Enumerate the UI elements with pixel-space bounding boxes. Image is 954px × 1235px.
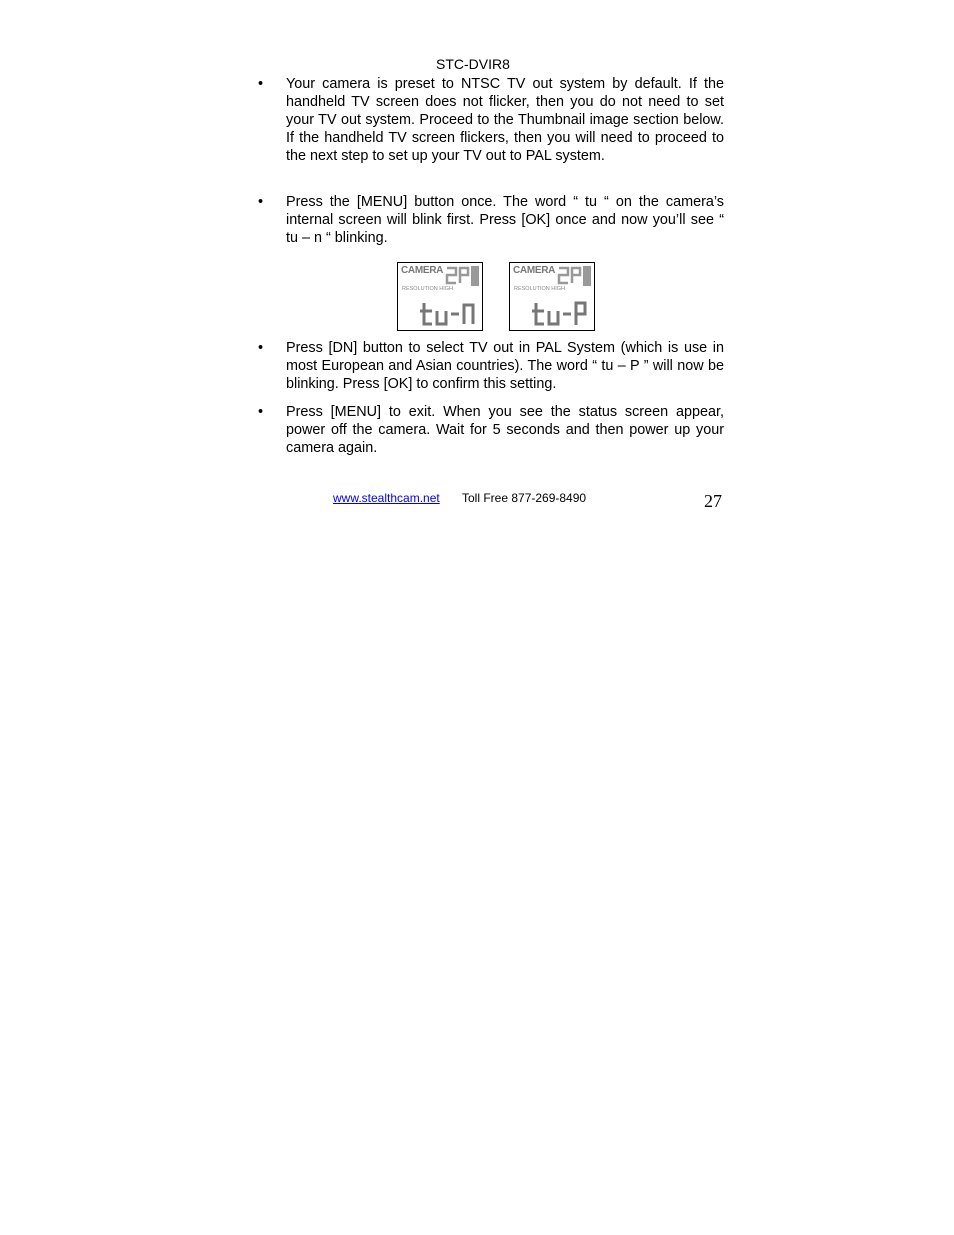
document-header: STC-DVIR8: [436, 56, 510, 72]
bullet-item: [258, 403, 724, 457]
bullet-item: [258, 339, 724, 393]
toll-free-phone: Toll Free 877-269-8490: [462, 491, 587, 505]
lcd-screen-ntsc: [397, 262, 483, 331]
bullet-text: Press [DN] button to select TV out in PAL System (which is use in most European and Asian countries). The word “ tu – P ” will now be blinking. Press [OK] to confirm this setting.: [286, 340, 724, 392]
lcd-camera-label: CAMERA: [401, 265, 444, 276]
page-number: 27: [704, 491, 722, 511]
bullet-symbol: •: [258, 194, 264, 210]
bullet-item: [258, 193, 724, 247]
bullet-symbol: •: [258, 404, 264, 420]
lcd-camera-label: CAMERA: [513, 265, 556, 276]
bullet-text: Your camera is preset to NTSC TV out system by default. If the handheld TV screen does not flicker, then you do not need to set your TV out system. Proceed to the Thumbnail image section below. If the handheld TV screen flickers, then you will need to proceed to the next step to set up your TV out to PAL system.: [286, 76, 724, 164]
bullet-text: Press the [MENU] button once. The word “ tu “ on the camera’s internal screen will blink first. Press [OK] once and now you’ll see “ tu – n “ blinking.: [286, 194, 724, 246]
lcd-screen-pal: [509, 262, 595, 331]
bullet-text: Press [MENU] to exit. When you see the status screen appear, power off the camera. Wait for 5 seconds and then power up your camera again.: [286, 404, 724, 456]
lcd-resolution-label: RESOLUTION HIGH: [514, 286, 566, 292]
bullet-item: [258, 75, 724, 165]
bullet-symbol: •: [258, 76, 264, 92]
lcd-segment-display: [510, 263, 594, 330]
lcd-segment-display: [398, 263, 482, 330]
website-link[interactable]: www.stealthcam.net: [333, 491, 440, 505]
bullet-symbol: •: [258, 340, 264, 356]
lcd-resolution-label: RESOLUTION HIGH: [402, 286, 454, 292]
